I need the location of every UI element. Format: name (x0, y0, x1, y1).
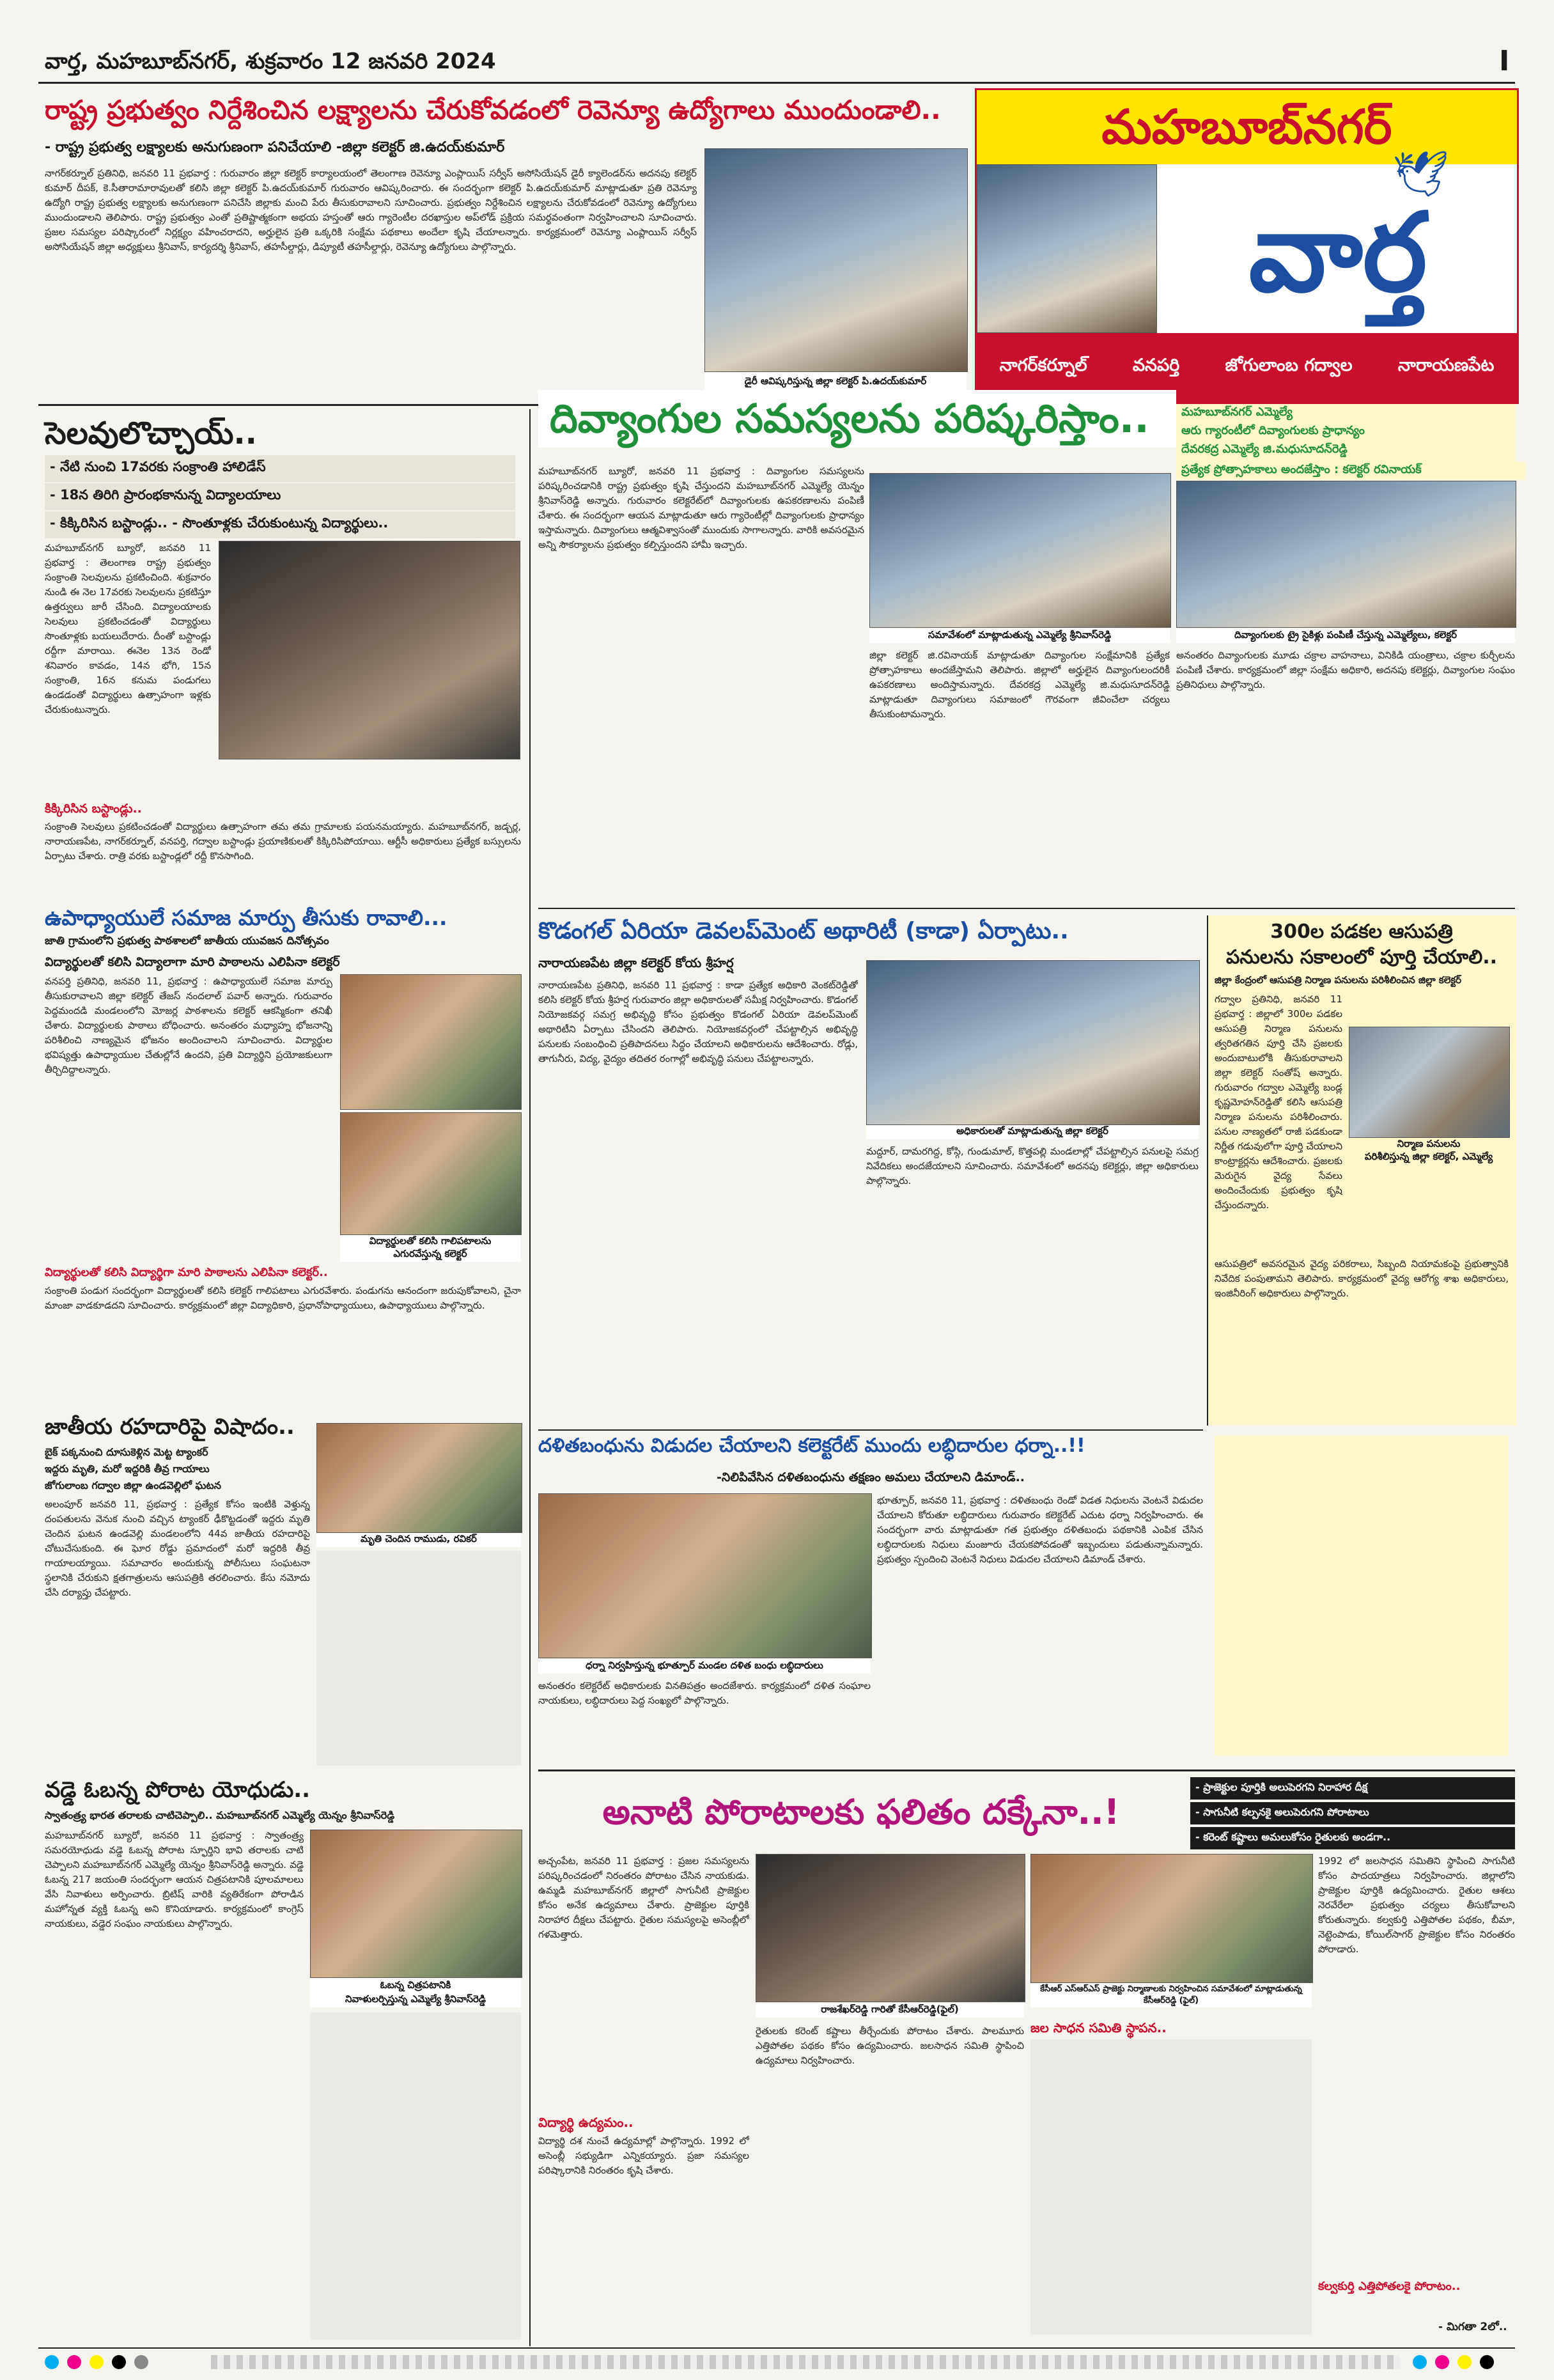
kada-subhead: నారాయణపేట జిల్లా కలెక్టర్ కోయ శ్రీహర్ష (538, 955, 734, 970)
top-story-subhead: - రాష్ట్ర ప్రభుత్వ లక్ష్యాలకు అనుగుణంగా పనిచేయాలి -జిల్లా కలెక్టర్ జి.ఉదయ్‌కుమార్ (45, 139, 505, 155)
houses-headline-2: పనులను సకాలంలో పూర్తి చేయాలి.. (1225, 946, 1498, 968)
struggle-photo-caption-2: కేసీఆర్ ఎస్‌ఆర్‌ఎస్ ప్రాజెక్టు నిర్మాణాలకు నిర్వహించిన సమావేశంలో మాట్లాడుతున్న కేసీఆర్‌రెడ్డి (ఫైల్) (1030, 1984, 1312, 2007)
top-story-photo (704, 148, 968, 372)
district-nagarkurnool: నాగర్‌కర్నూల్ (999, 355, 1087, 375)
bottom-rule (38, 2347, 1515, 2349)
reg-dot-yellow (89, 2355, 104, 2369)
section-rule-3 (538, 1429, 1203, 1431)
struggle-subhead-2: విద్యార్థి ఉద్యమం.. (538, 2115, 633, 2130)
teacher-byline: విద్యార్థులతో కలిసి విద్యాలాగా మారి పాఠాలను ఎలిపినా కలెక్టర్ (45, 955, 340, 969)
disabled-side-item-1: మహబూబ్‌నగర్ ఎమ్మెల్యే (1181, 405, 1293, 419)
teacher-photo-2 (340, 1112, 522, 1235)
houses-continuation (1215, 1436, 1509, 1755)
houses-subhead: జిల్లా కేంద్రంలో ఆసుపత్రి నిర్మాణ పనులను పరిశీలించిన జిల్లా కలెక్టర్ (1215, 974, 1462, 986)
disabled-body-2: జిల్లా కలెక్టర్ జి.రవినాయక్ మాట్లాడుతూ దివ్యాంగుల సంక్షేమానికి ప్రత్యేక ప్రోత్సాహకాలు అందజేస్తామని తెలిపారు. జిల్లాలో అర్హులైన దివ్యాంగులందరికీ ఉపకరణాలు అందిస్తామన్నారు. దేవరకద్ర ఎమ్మెల్యే జి.మధుసూదన్‌రెడ్డి మాట్లాడుతూ దివ్యాంగులు సమాజంలో గౌరవంగా జీవించేలా చర్యలు తీసుకుంటామన్నారు. (869, 649, 1170, 720)
freedom-body: మహబూబ్‌నగర్ బ్యూరో, జనవరి 11 ప్రభవార్త : స్వాతంత్ర్య సమరయోధుడు వడ్డె ఓబన్న పోరాట స్ఫూర్తిని భావి తరాలకు చాటి చెప్పాలని మహబూబ్‌నగర్ ఎమ్మెల్యే యెన్నం శ్రీనివాస్‌రెడ్డి అన్నారు. వడ్డె ఓబన్న 217 జయంతి సందర్భంగా ఆయన చిత్రపటానికి పూలమాలలు వేసి నివాళులు అర్పించారు. బ్రిటిష్ వారికి వ్యతిరేకంగా పోరాడిన మహోన్నత వ్యక్తి ఓబన్న అని కొనియాడారు. కార్యక్రమంలో కాంగ్రెస్ నాయకులు, వడ్డెర సంఘం నాయకులు పాల్గొన్నారు. (45, 1830, 304, 1929)
dalit-body: భూత్పూర్, జనవరి 11, ప్రభవార్త : దళితబంధు రెండో విడత నిధులను వెంటనే విడుదల చేయాలని కోరుతూ లబ్ధిదారులు గురువారం కలెక్టరేట్ ఎదుట ధర్నా నిర్వహించారు. ఈ సందర్భంగా వారు మాట్లాడుతూ గత ప్రభుత్వం దళితబంధు పథకానికి ఎంపిక చేసిన లబ్ధిదారులకు నిధులు మంజూరు చేయకపోవడంతో ఇబ్బందులు పడుతున్నామన్నారు. ప్రభుత్వం స్పందించి వెంటనే నిధులు విడుదల చేయాలని డిమాండ్ చేశారు. (877, 1495, 1203, 1565)
struggle-body-4: 1992 లో జలసాధన సమితిని స్థాపించి సాగునీటి కోసం పాదయాత్రలు నిర్వహించారు. జిల్లాలోని ప్రాజెక్టుల పూర్తికి ఉద్యమించారు. రైతుల ఆశలు నెరవేరేలా ప్రభుత్వం చర్యలు తీసుకోవాలని కోరుతున్నారు. కల్వకుర్తి ఎత్తిపోతల పథకం, బీమా, నెట్టెంపాడు, కోయిల్‌సాగర్ ప్రాజెక్టుల కోసం నిరంతరం పోరాడారు. (1318, 1855, 1515, 1955)
dalit-subhead: -నిలిపివేసిన దళితబంధును తక్షణం అమలు చేయాలని డిమాండ్.. (716, 1470, 1025, 1484)
disabled-body-3: అనంతరం దివ్యాంగులకు మూడు చక్రాల వాహనాలు, వినికిడి యంత్రాలు, చక్రాల కుర్చీలను పంపిణీ చేశారు. కార్యక్రమంలో జిల్లా సంక్షేమ అధికారి, అదనపు కలెక్టర్లు, దివ్యాంగుల సంఘం ప్రతినిధులు పాల్గొన్నారు. (1176, 649, 1515, 690)
district-title: మహబూబ్‌నగర్ (977, 90, 1517, 164)
sankranti-bullet-1: - నేటి నుంచి 17వరకు సంక్రాంతి హాలిడేస్ (45, 455, 515, 482)
dalit-photo (538, 1493, 872, 1658)
top-story-photo-caption: డైరీ ఆవిష్కరిస్తున్న జిల్లా కలెక్టర్ పి.ఉదయ్‌కుమార్ (704, 372, 967, 390)
dateline: వార్త, మహబూబ్‌నగర్, శుక్రవారం 12 జనవరి 2024 (45, 49, 496, 74)
kada-body: నారాయణపేట ప్రతినిధి, జనవరి 11 ప్రభవార్త : కాడా ప్రత్యేక అధికారి వెంకట్‌రెడ్డితో కలిసి కలెక్టర్ కోయ శ్రీహర్ష గురువారం జిల్లా అధికారులతో సమీక్ష నిర్వహించారు. కొడంగల్ నియోజకవర్గ సమగ్ర అభివృద్ధి కోసం ప్రభుత్వం కొడంగల్ ఏరియా డెవలప్‌మెంట్ అథారిటీని ఏర్పాటు చేసిందని తెలిపారు. నియోజకవర్గంలో చేపట్టాల్సిన అభివృద్ధి పనులకు సంబంధించి ప్రతిపాదనలు సిద్ధం చేయాలని అధికారులను ఆదేశించారు. రోడ్లు, తాగునీరు, విద్య, వైద్యం తదితర రంగాల్లో అభివృద్ధి పనులు చేపట్టాలన్నారు. (538, 979, 858, 1064)
dalit-photo-caption: ధర్నా నిర్వహిస్తున్న భూత్పూర్ మండల దళిత బంధు లబ్ధిదారులు (538, 1660, 871, 1674)
teacher-body-2: సంక్రాంతి పండుగ సందర్భంగా విద్యార్థులతో కలిసి కలెక్టర్ గాలిపటాలు ఎగురవేశారు. పండుగను ఆనందంగా జరుపుకోవాలని, చైనా మాంజా వాడకూడదని సూచించారు. కార్యక్రమంలో జిల్లా విద్యాధికారి, ప్రధానోపాధ్యాయులు, ఉపాధ్యాయులు పాల్గొన్నారు. (45, 1285, 521, 1311)
reg-dot-yellow-2 (1457, 2355, 1472, 2369)
registration-marks-right (1413, 2355, 1499, 2372)
houses-body-2: ఆసుపత్రిలో అవసరమైన వైద్య పరికరాలు, సిబ్బంది నియామకంపై ప్రభుత్వానికి నివేదిక పంపుతామని తెలిపారు. కార్యక్రమంలో వైద్య ఆరోగ్య శాఖ అధికారులు, ఇంజినీరింగ్ అధికారులు పాల్గొన్నారు. (1215, 1258, 1509, 1299)
struggle-side-item-1: - ప్రాజెక్టుల పూర్తికి అలుపెరగని నిరాహార దీక్ష (1190, 1777, 1515, 1800)
top-rule (38, 82, 1515, 84)
sankranti-headline: సెలవులొచ్చాయ్.. (45, 416, 257, 451)
freedom-subhead: స్వాతంత్ర్య భారత తరాలకు చాటిచెప్పాలి.. మహబూబ్‌నగర్ ఎమ్మెల్యే యెన్నం శ్రీనివాస్‌రెడ్డి (45, 1809, 395, 1821)
struggle-side-item-2: - సాగునీటి కల్పనకై అలుపెరుగని పోరాటాలు (1190, 1802, 1515, 1824)
teacher-headline: ఉపాధ్యాయులే సమాజ మార్పు తీసుకు రావాలి... (45, 905, 447, 930)
freedom-headline: వడ్డె ఓబన్న పోరాట యోధుడు.. (45, 1777, 311, 1803)
disabled-photo-1 (869, 473, 1171, 628)
district-gadwal: జోగులాంబ గద్వాల (1225, 355, 1353, 375)
struggle-headline: అనాటి పోరాటాలకు ఫలితం దక్కేనా..! (602, 1792, 1120, 1832)
highway-subhead-3: జోగులాంబ గద్వాల జిల్లా ఉండవెల్లిలో ఘటన (45, 1479, 221, 1491)
top-story-headline: రాష్ట్ర ప్రభుత్వం నిర్దేశించిన లక్ష్యాలను చేరుకోవడంలో రెవెన్యూ ఉద్యోగాలు ముందుండాలి.. (45, 95, 941, 125)
disabled-side-panel (1176, 404, 1515, 462)
teacher-photo-caption-2: ఎగురవేస్తున్న కలెక్టర్ (340, 1248, 520, 1262)
houses-photo-caption-2: పరిశీలిస్తున్న జిల్లా కలెక్టర్, ఎమ్మెల్యే (1349, 1151, 1509, 1165)
reg-dot-grey (134, 2355, 148, 2369)
freedom-photo-caption-2: నివాళులర్పిస్తున్న ఎమ్మెల్యే శ్రీనివాస్‌రెడ్డి (310, 1993, 521, 2007)
registration-bar (211, 2355, 1400, 2369)
struggle-side-panel (1190, 1777, 1515, 1849)
struggle-footer-note: కల్వకుర్తి ఎత్తిపోతలకై పోరాటం.. (1318, 2280, 1461, 2293)
highway-photo-caption: మృతి చెందిన రాముడు, రవికర్ (316, 1533, 521, 1547)
sankranti-body: మహబూబ్‌నగర్ బ్యూరో, జనవరి 11 ప్రభవార్త : తెలంగాణ రాష్ట్ర ప్రభుత్వం సంక్రాంతి సెలవులను ప్రకటించింది. శుక్రవారం నుండి ఈ నెల 17వరకు సెలవులను ప్రకటిస్తూ ఉత్తర్వులు జారీ చేసింది. విద్యాలయాలకు సెలవులు ప్రకటించడంతో విద్యార్థులు సొంతూళ్లకు బయలుదేరారు. దీంతో బస్టాండ్లు రద్దీగా మారాయి. ఈనెల 13న రెండో శనివారం కావడం, 14న భోగి, 15న సంక్రాంతి, 16న కనుమ పండుగలు ఉండడంతో విద్యార్థులు ఉత్సాహంగా ఇళ్లకు చేరుకుంటున్నారు. (45, 542, 211, 715)
houses-body: గద్వాల ప్రతినిధి, జనవరి 11 ప్రభవార్త : జిల్లాలో 300ల పడకల ఆసుపత్రి నిర్మాణ పనులను త్వరితగతిన పూర్తి చేసి ప్రజలకు అందుబాటులోకి తీసుకురావాలని జిల్లా కలెక్టర్ సంతోష్ అన్నారు. గురువారం గద్వాల ఎమ్మెల్యే బండ్ల కృష్ణమోహన్‌రెడ్డితో కలిసి ఆసుపత్రి నిర్మాణ పనులను పరిశీలించారు. పనుల నాణ్యతలో రాజీ పడకుండా నిర్ణీత గడువులోగా పూర్తి చేయాలని కాంట్రాక్టర్లను ఆదేశించారు. ప్రజలకు మెరుగైన వైద్య సేవలు అందించేందుకు ప్రభుత్వం కృషి చేస్తుందన్నారు. (1215, 993, 1342, 1211)
reg-dot-black-2 (1480, 2355, 1494, 2369)
highway-photo (316, 1423, 522, 1533)
reg-dot-magenta-2 (1435, 2355, 1449, 2369)
sankranti-bullet-2: - 18న తిరిగి ప్రారంభకానున్న విద్యాలయాలు (45, 483, 515, 510)
district-logo-block (975, 88, 1519, 404)
struggle-side-item-3: - కరెంట్ కష్టాలు అమలుకోసం రైతులకు అండగా.. (1190, 1827, 1515, 1849)
paper-name: వార్త (1248, 190, 1427, 316)
sankranti-bus-photo (219, 541, 520, 759)
highway-subhead-1: బైక్ పక్కనుంచి దూసుకెళ్లిన మెట్ట ట్యాంకర్ (45, 1446, 208, 1458)
kada-photo-caption: అధికారులతో మాట్లాడుతున్న జిల్లా కలెక్టర్ (866, 1125, 1199, 1139)
teacher-photo-1 (340, 974, 522, 1110)
teacher-note: విద్యార్థులతో కలిసి విద్యార్థిగా మారి పాఠాలను ఎలిపినా కలెక్టర్.. (45, 1266, 328, 1279)
highway-subhead-2: ఇద్దరు మృతి, మరో ఇద్దరికి తీవ్ర గాయాలు (45, 1463, 210, 1475)
highway-headline: జాతీయ రహదారిపై విషాదం.. (45, 1414, 295, 1440)
disabled-body: మహబూబ్‌నగర్ బ్యూరో, జనవరి 11 ప్రభవార్త : దివ్యాంగుల సమస్యలను పరిష్కరించడానికి రాష్ట్ర ప్రభుత్వం కృషి చేస్తుందని మహబూబ్‌నగర్ ఎమ్మెల్యే యెన్నం శ్రీనివాస్‌రెడ్డి అన్నారు. గురువారం కలెక్టరేట్‌లో దివ్యాంగులకు ఉపకరణాలను పంపిణీ చేశారు. ఈ సందర్భంగా ఆయన మాట్లాడుతూ ఆరు గ్యారెంటీల్లో దివ్యాంగులకు ప్రాధాన్యం ఇస్తామన్నారు. దివ్యాంగులు ఆత్మవిశ్వాసంతో ముందుకు సాగాలన్నారు. వారికి అవసరమైన అన్ని సౌకర్యాలను ప్రభుత్వం కల్పిస్తుందని హామీ ఇచ్చారు. (538, 465, 864, 550)
section-rule-2 (538, 908, 1515, 909)
disabled-side-item-3: దేవరకద్ర ఎమ్మెల్యే జి.మధుసూదన్‌రెడ్డి (1181, 442, 1348, 456)
houses-photo (1349, 1027, 1510, 1138)
struggle-body-3: రైతులకు కరెంట్ కష్టాలు తీర్చేందుకు పోరాటం చేశారు. పాలమూరు ఎత్తిపోతల పథకం కోసం ఉద్యమించారు. జలసాధన సమితి స్థాపించి ఉద్యమాలు నిర్వహించారు. (756, 2025, 1024, 2066)
disabled-side-item-2: ఆరు గ్యారంటీలో దివ్యాంగులకు ప్రాధాన్యం (1181, 424, 1365, 437)
district-wanaparthy: వనపర్తి (1132, 355, 1180, 375)
disabled-headline: దివ్యాంగుల సమస్యలను పరిష్కరిస్తాం.. (538, 390, 1176, 447)
struggle-photo-caption-1: రాజశేఖర్‌రెడ్డి గారితో కేసీఆర్‌రెడ్డి(ఫైల్) (756, 2003, 1024, 2018)
page-marker: I (1499, 45, 1510, 77)
disabled-photo-2 (1176, 481, 1516, 628)
sankranti-note: కిక్కిరిసిన బస్టాండ్లు.. (45, 802, 142, 816)
reg-dot-cyan-2 (1413, 2355, 1427, 2369)
struggle-photo-2 (1030, 1854, 1313, 1983)
freedom-body-cont (310, 2012, 521, 2340)
teacher-subhead: జాతి గ్రామంలోని ప్రభుత్వ పాఠశాలలో జాతీయ యువజన దినోత్సవం (45, 935, 329, 947)
reg-dot-cyan (45, 2355, 59, 2369)
struggle-continued: - మిగతా 2లో.. (1438, 2321, 1507, 2333)
registration-marks (45, 2355, 153, 2372)
struggle-subhead-3: జల సాధన సమితి స్థాపన.. (1030, 2020, 1167, 2035)
struggle-body-2: విద్యార్థి దశ నుంచే ఉద్యమాల్లో పాల్గొన్నారు. 1992 లో అసెంబ్లీ సభ్యుడిగా ఎన్నికయ్యారు. ప్రజా సమస్యల పరిష్కారానికి నిరంతరం కృషి చేశారు. (538, 2135, 749, 2176)
disabled-side-item-4: ప్రత్యేక ప్రోత్సాహకాలు అందజేస్తాం : కలెక్టర్ రవినాయక్ (1176, 462, 1525, 480)
freedom-photo (310, 1830, 522, 1978)
dam-photo (977, 164, 1157, 333)
teacher-body: వనపర్తి ప్రతినిధి, జనవరి 11, ప్రభవార్త : ఉపాధ్యాయులే సమాజ మార్పు తీసుకురావాలని జిల్లా కలెక్టర్ తేజస్ నందలాల్ పవార్ అన్నారు. గురువారం పెద్దమందడి మండలంలోని మోజర్ల పాఠశాలను కలెక్టర్ ఆకస్మికంగా తనిఖీ చేశారు. విద్యార్థులకు పాఠాలు బోధించారు. అనంతరం మధ్యాహ్న భోజనాన్ని పరిశీలించి నాణ్యమైన భోజనం అందించాలని సూచించారు. విద్యార్థుల భవిష్యత్తు ఉపాధ్యాయుల చేతుల్లోనే ఉందని, ప్రతి విద్యార్థిని ప్రయోజకులుగా తీర్చిదిద్దాలన్నారు. (45, 976, 332, 1075)
section-rule-4 (538, 1769, 1515, 1771)
dalit-headline: దళితబంధును విడుదల చేయాలని కలెక్టరేట్ ముందు లబ్ధిదారుల ధర్నా..!! (538, 1435, 1085, 1457)
struggle-photo-1 (756, 1854, 1025, 2002)
left-column-rule (529, 409, 531, 2346)
kada-headline: కొడంగల్ ఏరియా డెవలప్‌మెంట్ అథారిటీ (కాడా) ఏర్పాటు.. (538, 918, 1069, 944)
teacher-photo-caption-1: విద్యార్థులతో కలిసి గాలిపటాలను (340, 1235, 520, 1249)
highway-body-cont (316, 1551, 521, 1766)
reg-dot-black (112, 2355, 126, 2369)
district-narayanpet: నారాయణపేట (1397, 355, 1495, 375)
reg-dot-magenta (67, 2355, 81, 2369)
dalit-body-2: అనంతరం కలెక్టరేట్ అధికారులకు వినతిపత్రం అందజేశారు. కార్యక్రమంలో దళిత సంఘాల నాయకులు, లబ్ధిదారులు పెద్ద సంఖ్యలో పాల్గొన్నారు. (538, 1680, 871, 1706)
houses-headline-1: 300ల పడకల ఆసుపత్రి (1270, 921, 1453, 943)
struggle-body: అచ్చంపేట, జనవరి 11 ప్రభవార్త : ప్రజల సమస్యలను పరిష్కరించడంలో నిరంతరం పోరాటం చేసిన నాయకుడు. ఉమ్మడి మహబూబ్‌నగర్ జిల్లాలో సాగునీటి ప్రాజెక్టుల కోసం అనేక ఉద్యమాలు చేశారు. ప్రాజెక్టుల పూర్తికి నిరాహార దీక్షలు చేపట్టారు. రైతుల సమస్యలపై అసెంబ్లీలో గళమెత్తారు. (538, 1855, 749, 1940)
freedom-photo-caption-1: ఓబన్న చిత్రపటానికి (310, 1979, 521, 1993)
struggle-body-cont (1030, 2039, 1312, 2335)
highway-body: అలంపూర్ జనవరి 11, ప్రభవార్త : ప్రత్యేక కోసం ఇంటికి వెళ్తున్న దంపతులను వెనుక నుంచి వచ్చిన ట్యాంకర్ ఢీకొట్టడంతో ఇద్దరు మృతి చెందిన ఘటన ఉండవెల్లి మండలంలోని 44వ జాతీయ రహదారిపై చోటుచేసుకుంది. ఈ ఘోర రోడ్డు ప్రమాదంలో మరో ఇద్దరికి తీవ్ర గాయాలయ్యాయి. సమాచారం అందుకున్న పోలీసులు సంఘటనా స్థలానికి చేరుకుని క్షతగాత్రులను ఆసుపత్రికి తరలించారు. కేసు నమోదు చేసి దర్యాప్తు చేపట్టారు. (45, 1498, 310, 1598)
dove-icon: 🕊 (1392, 148, 1449, 200)
disabled-photo-caption-2: దివ్యాంగులకు ట్రై సైకిళ్లు పంపిణీ చేస్తున్న ఎమ్మెల్యేలు, కలెక్టర్ (1176, 629, 1515, 643)
top-story-body: నాగర్‌కర్నూల్ ప్రతినిధి, జనవరి 11 ప్రభవార్త : గురువారం జిల్లా కలెక్టర్ కార్యాలయంలో తెలంగాణ రెవెన్యూ ఎంప్లాయిస్ సర్వీస్ అసోసియేషన్ డైరీ క్యాలెండర్‌ను అదనపు కలెక్టర్ కుమార్ దీపక్, కె.సీతారామారావులతో కలిసి జిల్లా కలెక్టర్ పి.ఉదయ్‌కుమార్ గురువారం ఆవిష్కరించారు. ఈ సందర్భంగా కలెక్టర్ పి.ఉదయ్‌కుమార్ మాట్లాడుతూ ప్రతి రెవెన్యూ ఉద్యోగి రాష్ట్ర ప్రభుత్వ లక్ష్యాలకు అనుగుణంగా పనిచేసి జిల్లాకు మంచి పేరు తీసుకురావాలని సూచించారు. ప్రభుత్వం నిర్దేశించిన లక్ష్యాలను చేరుకోవడంలో రెవెన్యూ ఉద్యోగులు ముందుండాలని తెలిపారు. రాష్ట్ర ప్రభుత్వం ఎంతో ప్రతిష్టాత్మకంగా అభయ హస్తంతో ఆరు గ్యారెంటీల దరఖాస్తుల అప్‌లోడ్ ప్రక్రియ సమర్థవంతంగా నిర్వహించాలని సూచించారు. ప్రజల సమస్యల పరిష్కారంలో నిర్లక్ష్యం వహించరాదని, అర్హులైన ప్రతి ఒక్కరికి సంక్షేమ పథకాలు అందేలా కృషి చేయాలన్నారు. కార్యక్రమంలో రెవెన్యూ ఎంప్లాయిస్ సర్వీస్ అసోసియేషన్ జిల్లా అధ్యక్షులు శ్రీనివాస్, కార్యదర్శి శ్రీనివాస్, తహసీల్దార్లు, డిప్యూటీ తహసీల్దార్లు, రెవెన్యూ ఉద్యోగులు పాల్గొన్నారు. (45, 167, 697, 253)
sankranti-body-2: సంక్రాంతి సెలవులు ప్రకటించడంతో విద్యార్థులు ఉత్సాహంగా తమ తమ గ్రామాలకు పయనమయ్యారు. మహబూబ్‌నగర్, జడ్చర్ల, నారాయణపేట, నాగర్‌కర్నూల్, వనపర్తి, గద్వాల బస్టాండ్లు ప్రయాణికులతో కిక్కిరిసిపోయాయి. ఆర్టీసీ అధికారులు ప్రత్యేక బస్సులను ఏర్పాటు చేశారు. రాత్రి వరకు బస్టాండ్లలో రద్దీ కొనసాగింది. (45, 821, 521, 862)
disabled-photo-caption-1: సమావేశంలో మాట్లాడుతున్న ఎమ్మెల్యే శ్రీనివాస్‌రెడ్డి (869, 629, 1170, 643)
kada-body-2: మద్దూర్, దామరగిద్ద, కోస్గి, గుండుమాల్, కొత్తపల్లి మండలాల్లో చేపట్టాల్సిన పనులపై సమగ్ర నివేదికలు అందజేయాలని సూచించారు. సమావేశంలో అదనపు కలెక్టర్లు, జిల్లా అధికారులు పాల్గొన్నారు. (866, 1146, 1199, 1186)
kada-photo (866, 960, 1200, 1125)
houses-photo-caption-1: నిర్మాణ పనులను (1349, 1138, 1509, 1152)
sankranti-bullet-3: - కిక్కిరిసిన బస్టాండ్లు.. - సొంతూళ్లకు చేరుకుంటున్న విద్యార్థులు.. (45, 511, 515, 538)
